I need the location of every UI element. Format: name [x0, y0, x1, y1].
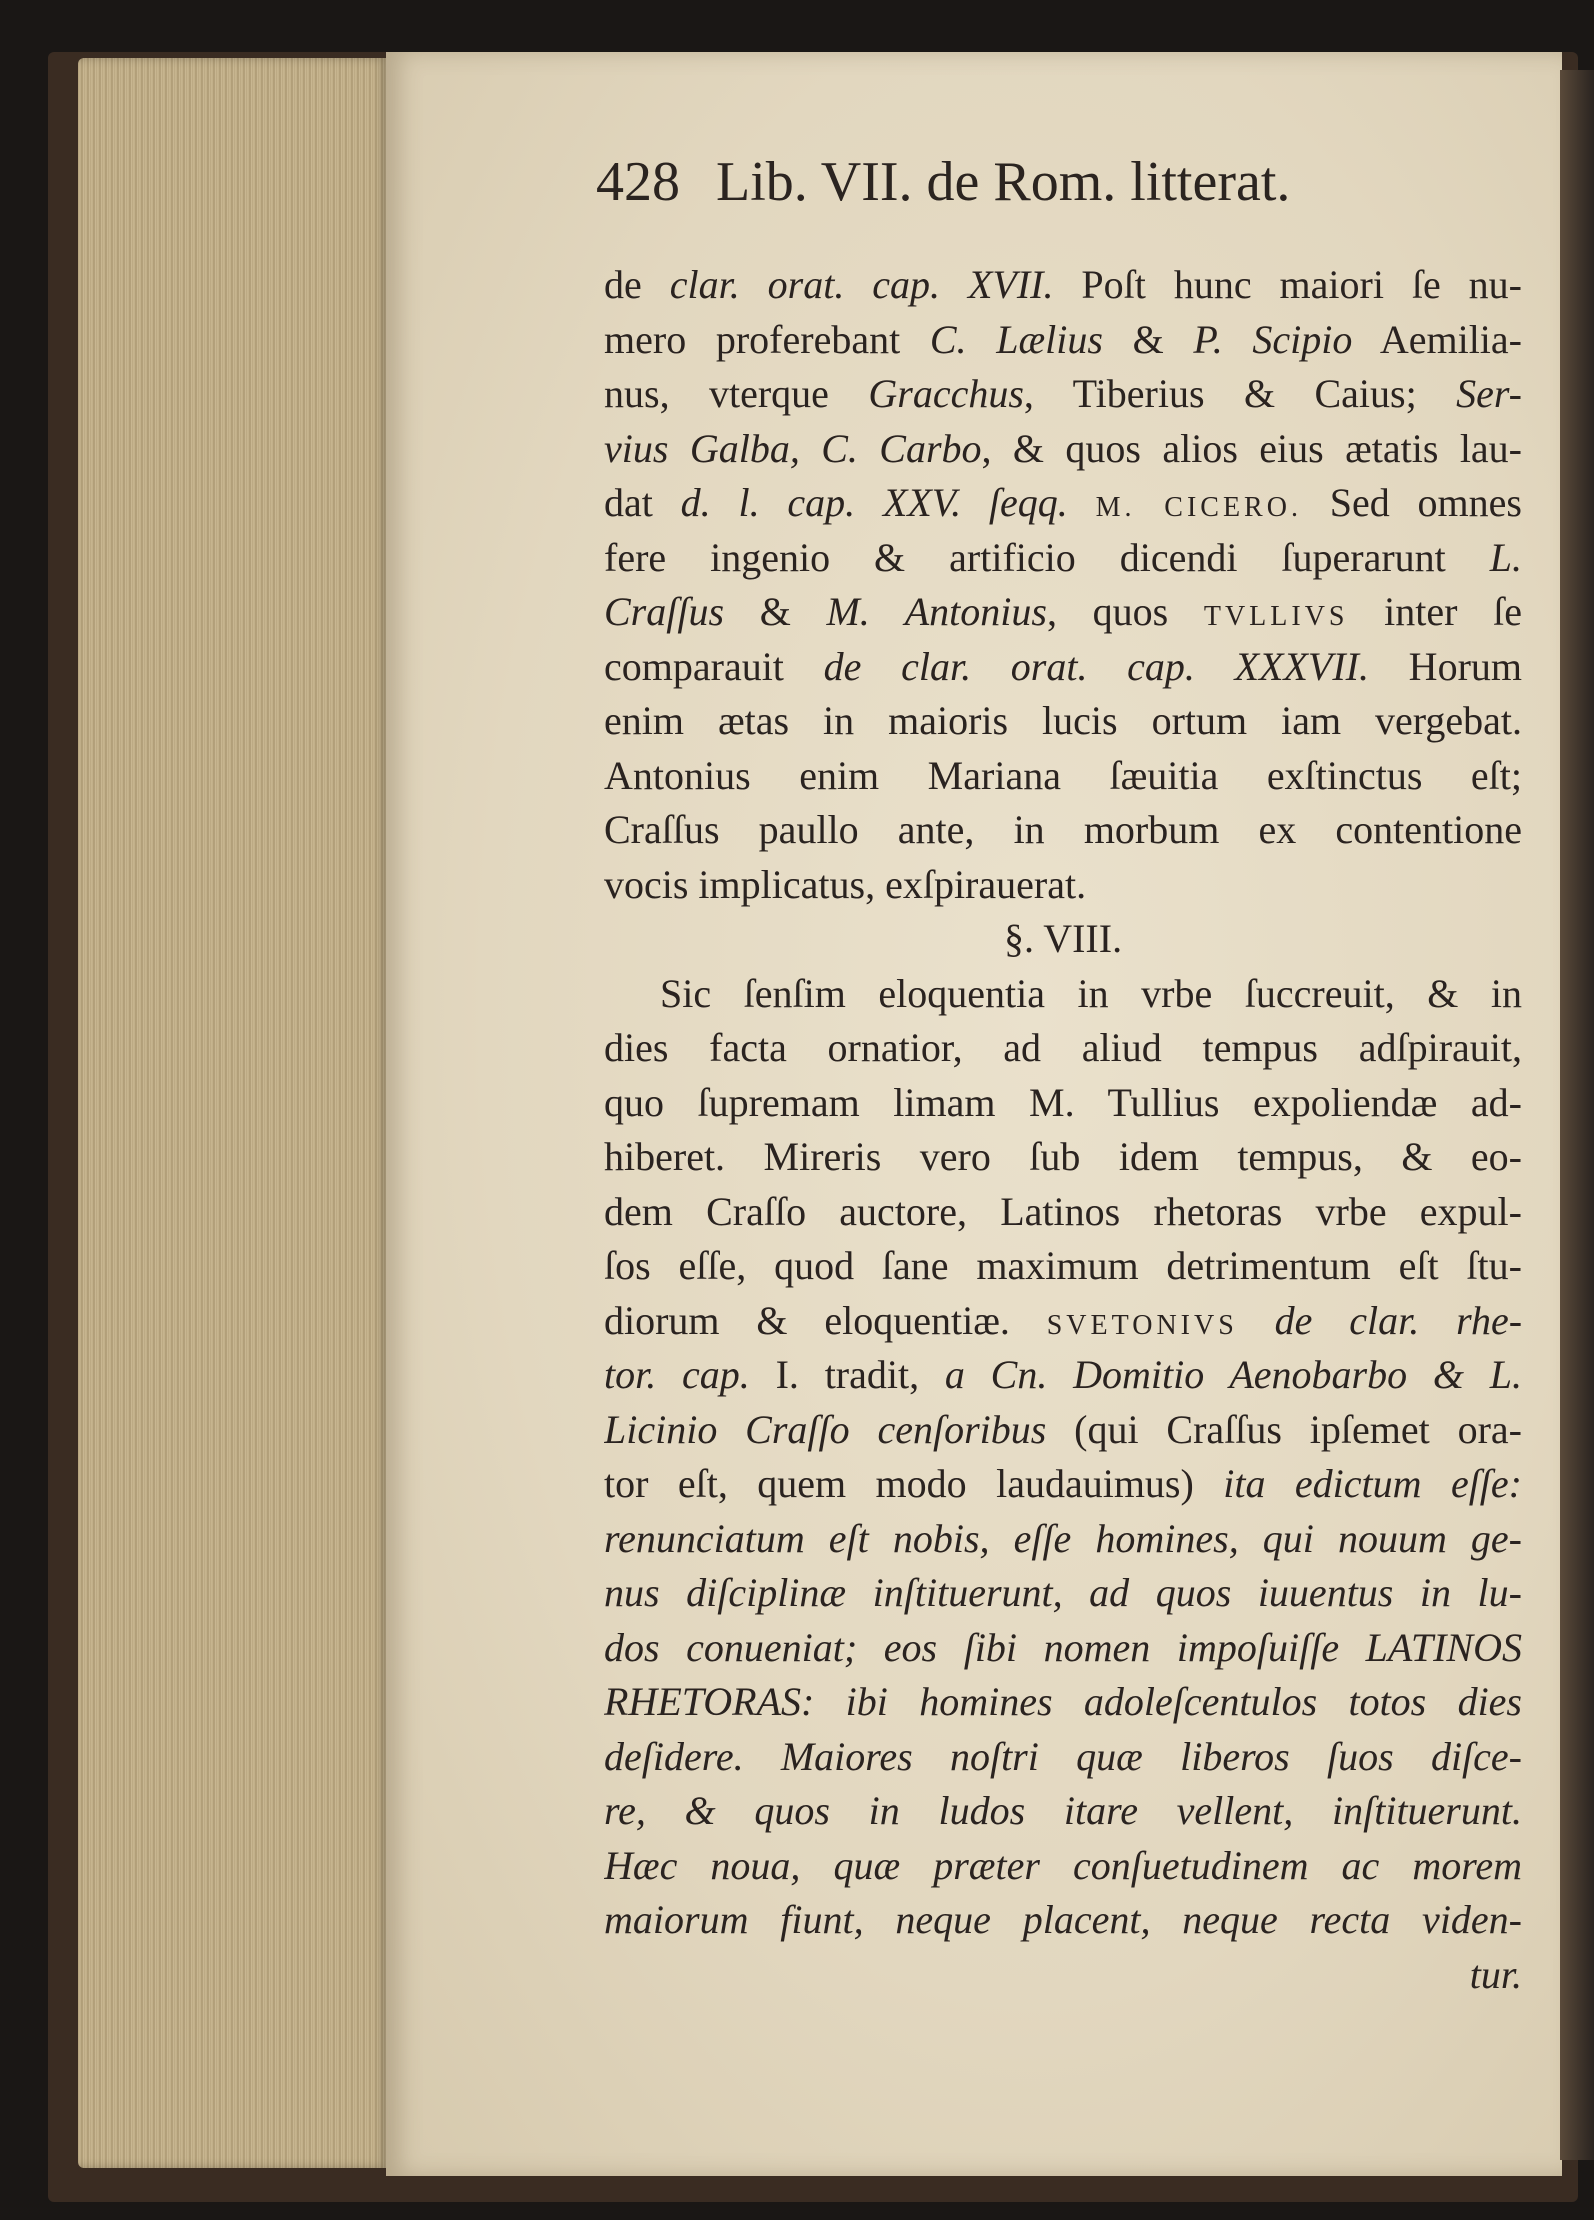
text-segment: mero proferebant [604, 316, 930, 362]
text-segment: Craſſus paullo ante, in morbum ex contentione [604, 807, 1522, 852]
text-segment: M. CICERO. [1095, 492, 1302, 523]
text-line [604, 912, 1522, 967]
text-segment: renunciatum eſt nobis, eſſe homines, qui nouum ge- [604, 1515, 1522, 1561]
text-segment: L. [1489, 534, 1522, 580]
text-segment: ſos eſſe, quod ſane maximum detrimentum eſt ſtu- [604, 1243, 1522, 1288]
text-line [604, 1403, 1522, 1458]
text-segment: RHETORAS: ibi homines adoleſcentulos totos dies [604, 1679, 1522, 1724]
text-segment: de [604, 262, 670, 307]
text-line [604, 1130, 1522, 1185]
text-segment: de clar. rhe- [1274, 1297, 1522, 1343]
text-line [604, 1566, 1522, 1621]
text-segment [1068, 480, 1096, 525]
text-segment: hiberet. Mireris vero ſub idem tempus, & eo- [604, 1134, 1522, 1179]
text-segment: , Tiberius & Caius; [1023, 371, 1457, 416]
text-segment: P. Scipio [1193, 316, 1353, 362]
text-segment: I. tradit, [749, 1352, 945, 1397]
text-segment: deſidere. Maiores noſtri quæ liberos ſuos diſce- [604, 1733, 1522, 1779]
text-line [604, 367, 1522, 422]
text-line [604, 1076, 1522, 1131]
text-segment: ita edictum eſſe: [1223, 1461, 1522, 1506]
text-segment: C. Lælius [929, 316, 1103, 362]
text-segment [1238, 1298, 1275, 1343]
text-segment: Aemilia- [1352, 316, 1522, 362]
text-line [604, 640, 1522, 695]
text-segment: fere ingenio & artificio dicendi ſuperarunt [604, 534, 1490, 580]
text-line [604, 422, 1522, 477]
text-segment: Gracchus [868, 371, 1024, 416]
text-line [604, 1239, 1522, 1294]
text-segment: de clar. orat. cap. XXXVII. [823, 643, 1369, 689]
text-segment: , & quos alios eius ætatis lau- [981, 425, 1522, 471]
text-line [604, 313, 1522, 368]
text-line [604, 1948, 1522, 2003]
running-title: Lib. VII. de Rom. litterat. [716, 151, 1291, 213]
text-line [604, 1185, 1522, 1240]
text-segment: dies facta ornatior, ad aliud tempus adſpirauit, [604, 1025, 1522, 1070]
text-line [604, 1784, 1522, 1839]
text-line [604, 1893, 1522, 1948]
text-segment: tor eſt, quem modo laudauimus) [604, 1461, 1224, 1506]
text-segment: & [724, 589, 827, 634]
text-segment: inter ſe [1348, 589, 1522, 634]
text-segment: , quos [1046, 589, 1204, 634]
text-line [604, 1294, 1522, 1349]
text-line [604, 1730, 1522, 1785]
text-segment: maiorum fiunt, neque placent, neque recta viden- [604, 1897, 1522, 1942]
text-segment: tur. [1469, 1951, 1522, 1997]
text-segment: a Cn. Domitio Aenobarbo & L. [944, 1352, 1522, 1397]
text-segment: quo ſupremam limam M. Tullius expoliendæ ad- [604, 1079, 1522, 1125]
text-segment: Antonius enim Mariana ſæuitia exſtinctus eſt; [604, 752, 1522, 798]
text-line [604, 1839, 1522, 1894]
text-segment: (qui Craſſus ipſemet ora- [1046, 1406, 1522, 1452]
text-line [604, 967, 1522, 1022]
text-segment: Sed omnes [1301, 480, 1522, 525]
text-line [604, 585, 1522, 640]
text-segment: re, & quos in ludos itare vellent, inſtituerunt. [604, 1788, 1522, 1833]
text-line [604, 1675, 1522, 1730]
text-line [604, 694, 1522, 749]
text-line [604, 803, 1522, 858]
facing-page-edge [1560, 70, 1594, 2160]
text-segment: clar. orat. cap. XVII. [669, 262, 1054, 307]
text-line [604, 749, 1522, 804]
text-segment: dat [604, 480, 681, 525]
text-segment: §. VIII. [1003, 916, 1123, 961]
page-number: 428 [596, 151, 680, 213]
text-segment: Sic ſenſim eloquentia in vrbe ſuccreuit, & in [660, 970, 1522, 1016]
body-text [604, 258, 1522, 2002]
text-segment: Ser- [1456, 371, 1522, 416]
text-line [604, 258, 1522, 313]
text-line [604, 858, 1522, 913]
text-line [604, 1348, 1522, 1403]
text-segment: d. l. cap. XXV. ſeqq. [680, 480, 1068, 525]
text-segment: Horum [1368, 643, 1522, 689]
text-segment: Hæc noua, quæ præter conſuetudinem ac morem [604, 1842, 1522, 1888]
page-edges [78, 58, 388, 2168]
text-line [604, 1457, 1522, 1512]
text-line [604, 531, 1522, 586]
text-segment: & [1102, 316, 1194, 362]
text-segment: Craſſus [604, 589, 725, 634]
text-segment: tor. cap. [604, 1352, 750, 1397]
text-segment: enim ætas in maioris lucis ortum iam vergebat. [604, 698, 1522, 743]
text-segment: dem Craſſo auctore, Latinos rhetoras vrbe expul- [604, 1188, 1522, 1234]
text-segment: Licinio Craſſo cenſoribus [604, 1406, 1047, 1452]
text-segment: Poſt hunc maiori ſe nu- [1053, 262, 1522, 307]
text-segment: diorum & eloquentiæ. [604, 1297, 1047, 1343]
running-head [596, 150, 1456, 230]
text-segment: nus, vterque [604, 371, 869, 416]
text-segment: SVETONIVS [1046, 1309, 1238, 1341]
text-segment: M. Antonius [826, 589, 1047, 634]
text-line [604, 476, 1522, 531]
text-segment: TVLLIVS [1203, 601, 1349, 632]
text-line [604, 1512, 1522, 1567]
text-segment: comparauit [604, 643, 824, 689]
text-segment: dos conueniat; eos ſibi nomen impoſuiſſe LATINOS [604, 1624, 1522, 1670]
text-line [604, 1621, 1522, 1676]
text-segment: vius Galba, C. Carbo [604, 425, 982, 471]
text-segment: vocis implicatus, exſpirauerat. [604, 861, 1087, 907]
text-line [604, 1021, 1522, 1076]
text-segment: nus diſciplinæ inſtituerunt, ad quos iuuentus in lu- [604, 1570, 1522, 1615]
